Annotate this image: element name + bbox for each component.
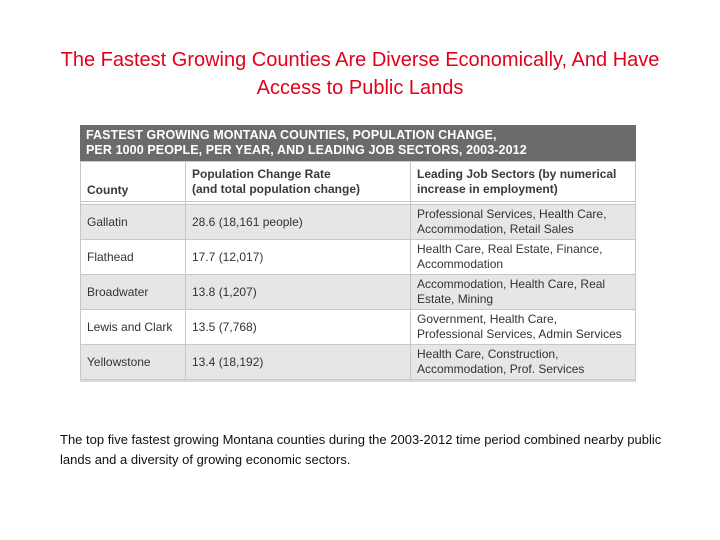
rate-cell: 28.6 (18,161 people) <box>186 205 411 240</box>
sectors-line-1: Health Care, Real Estate, Finance, <box>417 242 603 256</box>
column-header-sectors-line-2: increase in employment) <box>417 181 558 196</box>
county-cell: Flathead <box>81 240 186 275</box>
sectors-line-2: Accommodation, Retail Sales <box>417 222 574 236</box>
county-cell: Lewis and Clark <box>81 310 186 345</box>
sectors-line-2: Estate, Mining <box>417 292 494 306</box>
column-header-rate-line-2: (and total population change) <box>192 181 360 196</box>
table-row <box>81 205 636 240</box>
county-table <box>80 125 636 382</box>
column-header-rate-line-1: Population Change Rate <box>192 166 331 181</box>
column-header-sectors <box>411 162 636 202</box>
column-header-row <box>81 162 636 202</box>
sectors-line-2: Professional Services, Admin Services <box>417 327 622 341</box>
rate-cell: 13.8 (1,207) <box>186 275 411 310</box>
table-row <box>81 240 636 275</box>
rate-cell: 13.5 (7,768) <box>186 310 411 345</box>
column-header-county: County <box>81 162 186 202</box>
sectors-line-1: Government, Health Care, <box>417 312 558 326</box>
county-cell: Broadwater <box>81 275 186 310</box>
sectors-cell <box>411 240 636 275</box>
table-row <box>81 310 636 345</box>
table-row <box>81 275 636 310</box>
slide-title: The Fastest Growing Counties Are Diverse Economically, And Have Access to Public Lands <box>60 49 660 99</box>
table-header <box>80 125 636 161</box>
sectors-line-1: Health Care, Construction, <box>417 347 559 361</box>
sectors-line-1: Professional Services, Health Care, <box>417 207 607 221</box>
sectors-cell <box>411 275 636 310</box>
sectors-cell <box>411 205 636 240</box>
rate-cell: 17.7 (12,017) <box>186 240 411 275</box>
rate-cell: 13.4 (18,192) <box>186 345 411 380</box>
sectors-cell <box>411 310 636 345</box>
table-header-line-2: PER 1000 PEOPLE, PER YEAR, AND LEADING JOB SECTORS, 2003-2012 <box>86 143 527 157</box>
column-header-rate <box>186 162 411 202</box>
county-cell: Yellowstone <box>81 345 186 380</box>
data-table <box>80 161 636 380</box>
sectors-line-2: Accommodation, Prof. Services <box>417 362 585 376</box>
table-header-line-1: FASTEST GROWING MONTANA COUNTIES, POPULATION CHANGE, <box>86 128 497 142</box>
caption: The top five fastest growing Montana counties during the 2003-2012 time period combined nearby public lands and a diversity of growing economic sectors. <box>60 432 662 467</box>
sectors-cell <box>411 345 636 380</box>
sectors-line-1: Accommodation, Health Care, Real <box>417 277 606 291</box>
column-header-sectors-line-1: Leading Job Sectors (by numerical <box>417 166 617 181</box>
sectors-line-2: Accommodation <box>417 257 504 271</box>
table-row <box>81 345 636 380</box>
county-cell: Gallatin <box>81 205 186 240</box>
